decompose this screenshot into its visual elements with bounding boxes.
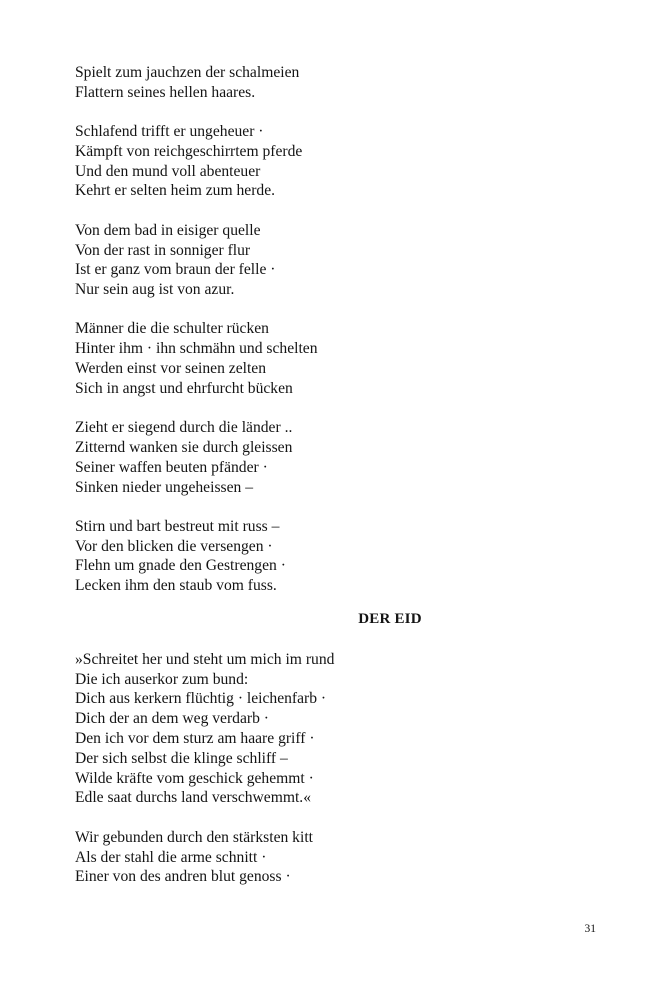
page-number: 31 xyxy=(584,923,596,935)
verse-line: Der sich selbst die klinge schliff – xyxy=(75,749,288,767)
stanza xyxy=(75,828,595,887)
verse-line: Vor den blicken die versengen · xyxy=(75,537,273,555)
verse-line: Wir gebunden durch den stärksten kitt xyxy=(75,828,313,846)
verse-line: Sich in angst und ehrfurcht bücken xyxy=(75,379,293,397)
verse-line: Lecken ihm den staub vom fuss. xyxy=(75,577,277,595)
verse-line: Spielt zum jauchzen der schalmeien xyxy=(75,64,300,81)
stanza xyxy=(75,517,595,596)
verse-line: Die ich auserkor zum bund: xyxy=(75,670,249,688)
stanza xyxy=(75,319,595,398)
verse-line: Werden einst vor seinen zelten xyxy=(75,360,266,378)
verse-line: Einer von des andren blut genoss · xyxy=(75,868,291,886)
verse-line: Ist er ganz vom braun der felle · xyxy=(75,261,276,279)
verse-line: Schlafend trifft er ungeheuer · xyxy=(75,123,264,141)
stanza xyxy=(75,122,595,201)
verse-line: Kehrt er selten heim zum herde. xyxy=(75,182,276,200)
verse-line: Kämpft von reichgeschirrtem pferde xyxy=(75,142,303,160)
poem-title: DER EID xyxy=(358,611,422,628)
verse-line: »Schreitet her und steht um mich im rund xyxy=(75,650,335,668)
stanza xyxy=(75,418,595,497)
stanza xyxy=(75,221,595,300)
poem-text xyxy=(75,63,595,887)
stanza xyxy=(75,650,595,808)
verse-line: Und den mund voll abenteuer xyxy=(75,162,261,180)
verse-line: Flattern seines hellen haares. xyxy=(75,83,256,101)
verse-line: Seiner waffen beuten pfänder · xyxy=(75,458,268,476)
verse-line: Dich aus kerkern flüchtig · leichenfarb · xyxy=(75,690,327,708)
verse-line: Zieht er siegend durch die länder .. xyxy=(75,419,293,437)
verse-line: Von dem bad in eisiger quelle xyxy=(75,221,261,239)
verse-line: Wilde kräfte vom geschick gehemmt · xyxy=(75,769,314,787)
verse-line: Hinter ihm · ihn schmähn und schelten xyxy=(75,340,318,358)
verse-line: Nur sein aug ist von azur. xyxy=(75,281,235,299)
verse-line: Flehn um gnade den Gestrengen · xyxy=(75,557,286,575)
verse-line: Stirn und bart bestreut mit russ – xyxy=(75,517,280,535)
verse-line: Edle saat durchs land verschwemmt.« xyxy=(75,789,312,807)
verse-line: Sinken nieder ungeheissen – xyxy=(75,478,253,496)
stanza xyxy=(75,63,595,103)
verse-line: Dich der an dem weg verdarb · xyxy=(75,710,269,728)
verse-line: Den ich vor dem sturz am haare griff · xyxy=(75,730,315,748)
verse-line: Zitternd wanken sie durch gleissen xyxy=(75,438,293,456)
verse-line: Männer die die schulter rücken xyxy=(75,320,269,338)
verse-line: Von der rast in sonniger flur xyxy=(75,241,251,259)
verse-line: Als der stahl die arme schnitt · xyxy=(75,848,267,866)
